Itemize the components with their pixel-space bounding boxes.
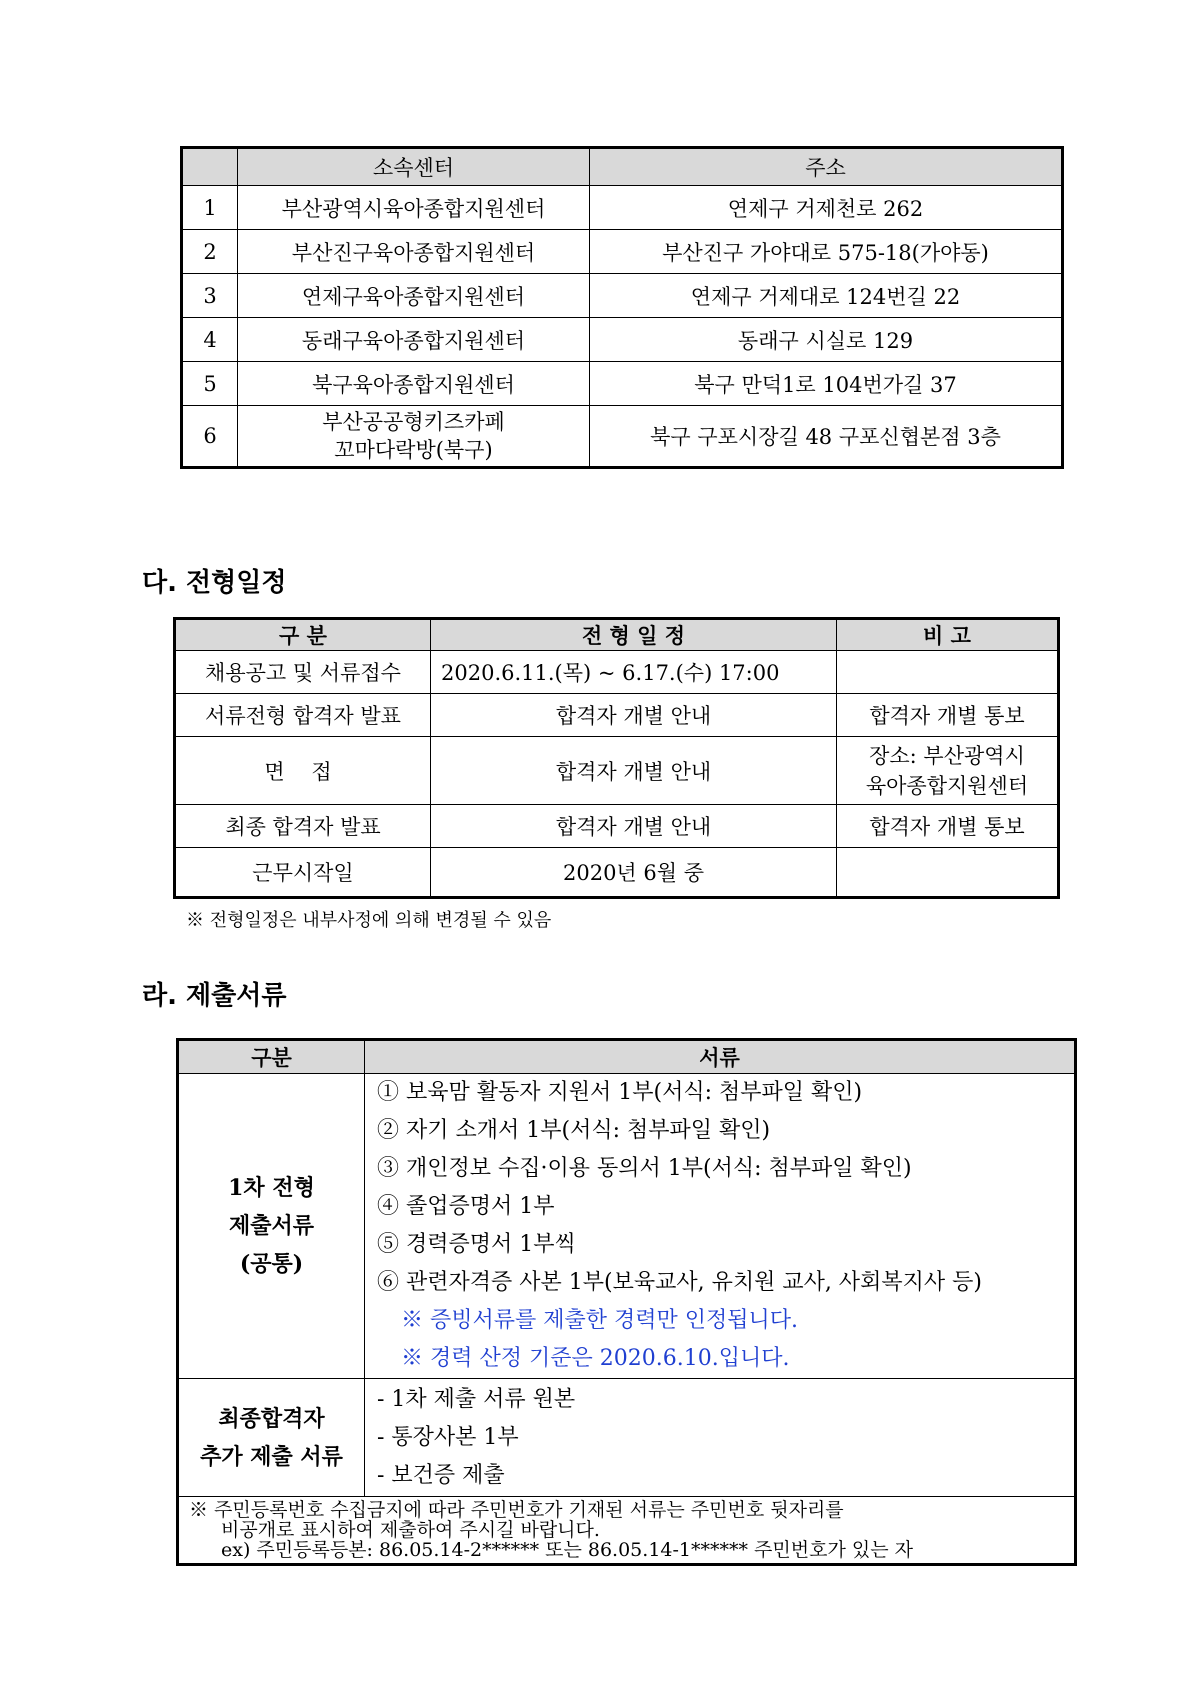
list-item: - 통장사본 1부 xyxy=(377,1424,519,1450)
table-row xyxy=(182,318,1063,362)
schedule-note-line: 장소: 부산광역시 xyxy=(869,743,1025,768)
documents-table-header xyxy=(178,1040,1076,1074)
center-name: 북구육아종합지원센터 xyxy=(238,362,590,406)
header-cell-address: 주소 xyxy=(590,148,1063,186)
list-item: ④ 졸업증명서 1부 xyxy=(377,1194,555,1219)
first-round-label xyxy=(178,1074,365,1379)
final-documents xyxy=(365,1379,1076,1497)
career-note: ※ 증빙서류를 제출한 경력만 인정됩니다. xyxy=(401,1308,798,1333)
career-note: ※ 경력 산정 기준은 2020.6.10.입니다. xyxy=(401,1346,790,1371)
header-cell-blank xyxy=(182,148,238,186)
center-address: 연제구 거제천로 262 xyxy=(590,186,1063,230)
list-item: ⑥ 관련자격증 사본 1부(보육교사, 유치원 교사, 사회복지사 등) xyxy=(377,1270,982,1295)
table-row xyxy=(175,737,1059,805)
center-name: 부산진구육아종합지원센터 xyxy=(238,230,590,274)
schedule-table-header xyxy=(175,619,1059,651)
schedule-note-line: 육아종합지원센터 xyxy=(865,773,1029,798)
schedule-category: 최종 합격자 발표 xyxy=(175,805,431,848)
notice-line: 비공개로 표시하여 제출하여 주시길 바랍니다. xyxy=(221,1519,600,1541)
table-row xyxy=(182,186,1063,230)
row-number: 3 xyxy=(182,274,238,318)
schedule-date: 2020.6.11.(목) ~ 6.17.(수) 17:00 xyxy=(431,651,837,694)
list-item: ⑤ 경력증명서 1부씩 xyxy=(377,1232,576,1257)
center-address: 동래구 시실로 129 xyxy=(590,318,1063,362)
resident-number-notice xyxy=(178,1497,1076,1565)
list-item: ③ 개인정보 수집·이용 동의서 1부(서식: 첨부파일 확인) xyxy=(377,1156,912,1181)
row-number: 2 xyxy=(182,230,238,274)
schedule-date: 2020년 6월 중 xyxy=(431,848,837,898)
row-number: 1 xyxy=(182,186,238,230)
documents-table xyxy=(176,1038,1077,1566)
table-row xyxy=(182,406,1063,468)
label-line: 최종합격자 xyxy=(218,1405,325,1432)
table-row xyxy=(182,362,1063,406)
label-line: (공통) xyxy=(239,1251,304,1277)
schedule-heading: 다. 전형일정 xyxy=(142,568,287,598)
header-cell-center: 소속센터 xyxy=(238,148,590,186)
documents-heading: 라. 제출서류 xyxy=(142,981,287,1011)
notice-row xyxy=(178,1497,1076,1565)
center-name-line: 부산공공형키즈카페 xyxy=(322,410,505,434)
schedule-note: 합격자 개별 통보 xyxy=(837,694,1059,737)
label-line: 추가 제출 서류 xyxy=(200,1443,343,1470)
center-address: 부산진구 가야대로 575-18(가야동) xyxy=(590,230,1063,274)
schedule-date: 합격자 개별 안내 xyxy=(431,805,837,848)
center-name: 연제구육아종합지원센터 xyxy=(238,274,590,318)
schedule-note xyxy=(837,651,1059,694)
schedule-date: 합격자 개별 안내 xyxy=(431,694,837,737)
center-name: 부산광역시육아종합지원센터 xyxy=(238,186,590,230)
center-table-header xyxy=(182,148,1063,186)
first-round-row xyxy=(178,1074,1076,1379)
label-line: 제출서류 xyxy=(228,1213,314,1239)
notice-line: ex) 주민등록등본: 86.05.14-2****** 또는 86.05.14-1****** 주민번호가 있는 자 xyxy=(221,1539,913,1561)
header-cell-schedule: 전 형 일 정 xyxy=(431,619,837,651)
center-table xyxy=(180,146,1064,469)
table-row xyxy=(175,805,1059,848)
center-address: 북구 만덕1로 104번가길 37 xyxy=(590,362,1063,406)
schedule-date: 합격자 개별 안내 xyxy=(431,737,837,805)
schedule-category: 근무시작일 xyxy=(175,848,431,898)
final-row xyxy=(178,1379,1076,1497)
list-item: - 보건증 제출 xyxy=(377,1462,505,1488)
row-number: 5 xyxy=(182,362,238,406)
schedule-footnote: ※ 전형일정은 내부사정에 의해 변경될 수 있음 xyxy=(186,910,552,931)
final-label xyxy=(178,1379,365,1497)
schedule-note xyxy=(837,737,1059,805)
row-number: 6 xyxy=(182,406,238,468)
label-line: 1차 전형 xyxy=(228,1175,315,1201)
header-cell-type: 구분 xyxy=(178,1040,365,1074)
schedule-category: 채용공고 및 서류접수 xyxy=(175,651,431,694)
list-item: ② 자기 소개서 1부(서식: 첨부파일 확인) xyxy=(377,1118,771,1143)
table-row xyxy=(182,274,1063,318)
center-address: 연제구 거제대로 124번길 22 xyxy=(590,274,1063,318)
schedule-category: 면 접 xyxy=(175,737,431,805)
row-number: 4 xyxy=(182,318,238,362)
header-cell-documents: 서류 xyxy=(365,1040,1076,1074)
center-address: 북구 구포시장길 48 구포신협본점 3층 xyxy=(590,406,1063,468)
first-round-documents xyxy=(365,1074,1076,1379)
schedule-note xyxy=(837,848,1059,898)
schedule-category: 서류전형 합격자 발표 xyxy=(175,694,431,737)
header-cell-category: 구 분 xyxy=(175,619,431,651)
table-row xyxy=(182,230,1063,274)
center-name xyxy=(238,406,590,468)
schedule-table xyxy=(173,617,1060,899)
table-row xyxy=(175,694,1059,737)
schedule-note: 합격자 개별 통보 xyxy=(837,805,1059,848)
center-name-line: 꼬마다락방(북구) xyxy=(334,438,493,462)
table-row xyxy=(175,848,1059,898)
list-item: ① 보육맘 활동자 지원서 1부(서식: 첨부파일 확인) xyxy=(377,1080,863,1105)
list-item: - 1차 제출 서류 원본 xyxy=(377,1386,576,1412)
notice-line: ※ 주민등록번호 수집금지에 따라 주민번호가 기재된 서류는 주민번호 뒷자리를 xyxy=(189,1499,844,1521)
header-cell-note: 비 고 xyxy=(837,619,1059,651)
center-name: 동래구육아종합지원센터 xyxy=(238,318,590,362)
table-row xyxy=(175,651,1059,694)
